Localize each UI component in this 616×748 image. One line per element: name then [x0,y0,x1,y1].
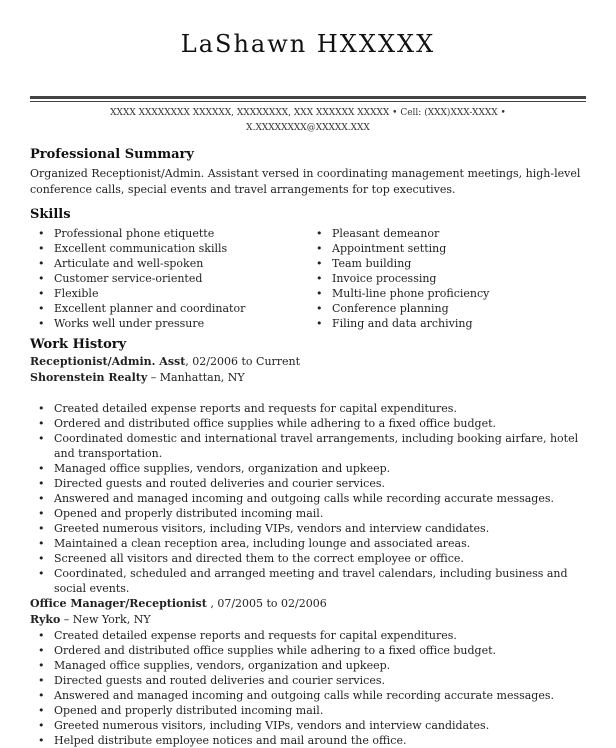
list-item: • Managed office supplies, vendors, organization and upkeep. [30,658,586,673]
work-history-heading: Work History [30,337,127,352]
list-item: • Articulate and well-spoken [30,256,308,271]
list-item: • Screened all visitors and directed them to the correct employee or office. [30,551,586,566]
job-bullets [30,628,586,748]
company-line [30,370,586,386]
list-item: • Professional phone etiquette [30,226,308,241]
job-entry-1 [30,354,586,596]
list-item: • Excellent communication skills [30,241,308,256]
list-item: • Coordinated domestic and international travel arrangements, including booking airfare, hotel and transportation. [30,431,586,461]
spacer [30,386,586,401]
list-item: • Team building [308,256,586,271]
contact-line-address-phone: XXXX XXXXXXXX XXXXXX, XXXXXXXX, XXX XXXXXX XXXXX • Cell: (XXX)XXX-XXXX • [110,108,506,118]
list-item: • Appointment setting [308,241,586,256]
list-item: • Answered and managed incoming and outgoing calls while recording accurate messages. [30,688,586,703]
summary-text: Organized Receptionist/Admin. Assistant versed in coordinating management meetings, high-level conference calls, special events and travel arrangements for top executives. [30,167,581,196]
list-item: • Greeted numerous visitors, including VIPs, vendors and interview candidates. [30,521,586,536]
list-item: • Greeted numerous visitors, including VIPs, vendors and interview candidates. [30,718,586,733]
list-item: • Directed guests and routed deliveries and courier services. [30,476,586,491]
company-line [30,612,586,628]
list-item: • Excellent planner and coordinator [30,301,308,316]
job-title-line [30,354,586,370]
job-title-line [30,596,586,612]
list-item: • Opened and properly distributed incoming mail. [30,506,586,521]
list-item: • Conference planning [308,301,586,316]
contact-line-email: X.XXXXXXXX@XXXXX.XXX [246,123,370,133]
job-title: Receptionist/Admin. Asst [30,355,186,368]
skills-list-right [308,226,586,331]
list-item: • Created detailed expense reports and requests for capital expenditures. [30,628,586,643]
list-item: • Helped distribute employee notices and mail around the office. [30,733,586,748]
list-item: • Directed guests and routed deliveries and courier services. [30,673,586,688]
summary-heading: Professional Summary [30,147,194,162]
resume-page [0,28,616,747]
job-entry-2 [30,596,586,748]
list-item: • Opened and properly distributed incoming mail. [30,703,586,718]
list-item: • Flexible [30,286,308,301]
candidate-name: LaShawn HXXXXX [180,30,436,58]
header-rule-thin [30,101,586,102]
job-dates: , 02/2006 to Current [185,355,301,368]
list-item: • Created detailed expense reports and requests for capital expenditures. [30,401,586,416]
company-location: – Manhattan, NY [147,371,245,384]
resume-body [30,146,586,748]
contact-info [70,106,546,136]
company-location: – New York, NY [60,613,151,626]
job-bullets [30,401,586,596]
list-item: • Multi-line phone proficiency [308,286,586,301]
company-name: Shorenstein Realty [30,371,148,384]
list-item: • Answered and managed incoming and outgoing calls while recording accurate messages. [30,491,586,506]
header-rule-thick [30,96,586,99]
list-item: • Invoice processing [308,271,586,286]
company-name: Ryko [30,613,61,626]
list-item: • Customer service-oriented [30,271,308,286]
list-item: • Ordered and distributed office supplies while adhering to a fixed office budget. [30,416,586,431]
list-item: • Managed office supplies, vendors, organization and upkeep. [30,461,586,476]
list-item: • Ordered and distributed office supplies while adhering to a fixed office budget. [30,643,586,658]
skills-list-left [30,226,308,331]
list-item: • Coordinated, scheduled and arranged meeting and travel calendars, including business and social events. [30,566,586,596]
skills-columns [30,226,586,331]
list-item: • Works well under pressure [30,316,308,331]
list-item: • Maintained a clean reception area, including lounge and associated areas. [30,536,586,551]
skills-heading: Skills [30,207,71,222]
job-dates: , 07/2005 to 02/2006 [206,597,327,610]
list-item: • Filing and data archiving [308,316,586,331]
job-title: Office Manager/Receptionist [30,597,207,610]
list-item: • Pleasant demeanor [308,226,586,241]
